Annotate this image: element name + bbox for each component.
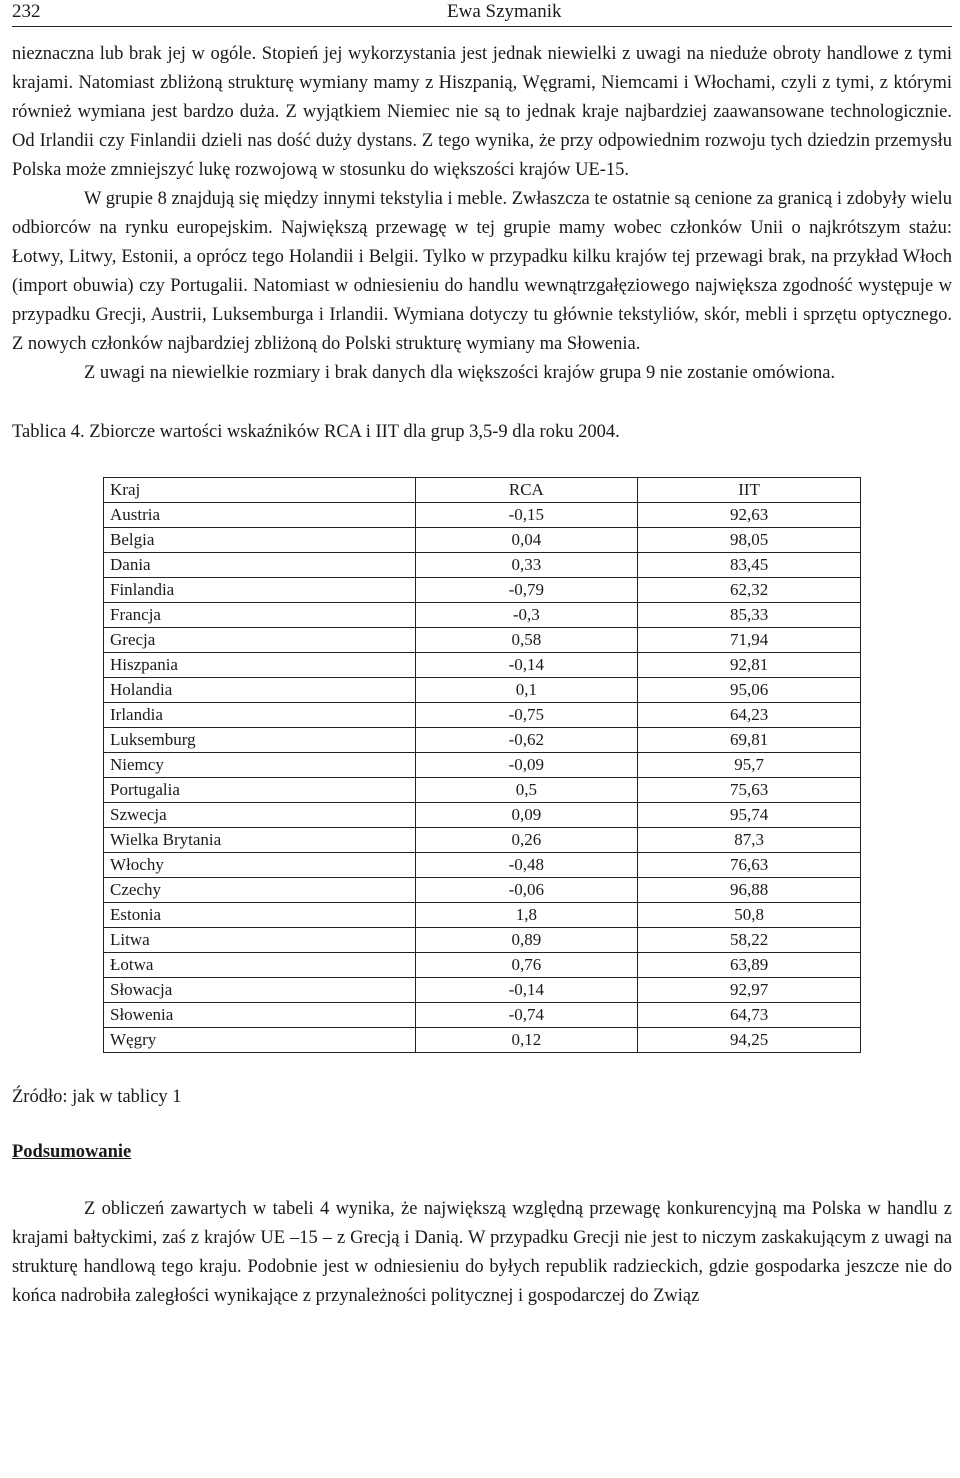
paragraph-3: Z uwagi na niewielkie rozmiary i brak danych dla większości krajów grupa 9 nie zostanie omówiona.	[84, 363, 836, 383]
cell-country: Luksemburg	[104, 728, 416, 753]
cell-iit: 75,63	[638, 778, 861, 803]
table-row	[104, 903, 861, 928]
cell-country: Grecja	[104, 628, 416, 653]
cell-country: Słowacja	[104, 978, 416, 1003]
cell-iit: 76,63	[638, 853, 861, 878]
summary-text	[12, 1195, 952, 1311]
cell-iit: 94,25	[638, 1028, 861, 1053]
cell-rca: 0,04	[415, 528, 638, 553]
section-heading: Podsumowanie	[12, 1142, 132, 1162]
cell-iit: 98,05	[638, 528, 861, 553]
cell-country: Czechy	[104, 878, 416, 903]
table-row	[104, 828, 861, 853]
cell-rca: -0,79	[415, 578, 638, 603]
table-row	[104, 653, 861, 678]
cell-rca: -0,15	[415, 503, 638, 528]
table-row	[104, 528, 861, 553]
table-caption: Tablica 4. Zbiorcze wartości wskaźników RCA i IIT dla grup 3,5-9 dla roku 2004.	[12, 422, 620, 442]
page-number: 232	[12, 1, 41, 22]
rca-iit-table	[103, 477, 861, 1053]
header-cell-rca: RCA	[415, 478, 638, 503]
cell-country: Estonia	[104, 903, 416, 928]
cell-iit: 63,89	[638, 953, 861, 978]
cell-country: Portugalia	[104, 778, 416, 803]
body-text	[12, 40, 952, 388]
table-header-row	[104, 478, 861, 503]
cell-rca: -0,09	[415, 753, 638, 778]
cell-iit: 95,06	[638, 678, 861, 703]
cell-iit: 95,74	[638, 803, 861, 828]
cell-iit: 69,81	[638, 728, 861, 753]
cell-rca: 0,1	[415, 678, 638, 703]
cell-country: Słowenia	[104, 1003, 416, 1028]
cell-rca: -0,06	[415, 878, 638, 903]
cell-country: Litwa	[104, 928, 416, 953]
cell-country: Hiszpania	[104, 653, 416, 678]
document-page	[12, 0, 952, 1311]
header-cell-iit: IIT	[638, 478, 861, 503]
running-author: Ewa Szymanik	[447, 1, 562, 22]
cell-iit: 96,88	[638, 878, 861, 903]
table-row	[104, 553, 861, 578]
cell-iit: 92,81	[638, 653, 861, 678]
cell-country: Włochy	[104, 853, 416, 878]
cell-rca: -0,3	[415, 603, 638, 628]
cell-country: Belgia	[104, 528, 416, 553]
cell-country: Węgry	[104, 1028, 416, 1053]
summary-paragraph: Z obliczeń zawartych w tabeli 4 wynika, że największą względną przewagę konkurencyjną ma Polska w handlu z krajami bałtyckimi, zaś z krajów UE –15 – z Grecją i Danią. W przypadku Grecji nie jest to niczym zaskakującym z uwagi na strukturę handlową tego kraju. Podobnie jest w odniesieniu do byłych republik radzieckich, gdzie gospodarka jeszcze nie do końca nadrobiła zaległości wynikające z przynależności politycznej i gospodarczej do Związ	[12, 1199, 952, 1306]
cell-country: Irlandia	[104, 703, 416, 728]
cell-iit: 71,94	[638, 628, 861, 653]
table-row	[104, 678, 861, 703]
header-cell-kraj: Kraj	[104, 478, 416, 503]
cell-country: Dania	[104, 553, 416, 578]
table-row	[104, 853, 861, 878]
cell-country: Wielka Brytania	[104, 828, 416, 853]
cell-iit: 95,7	[638, 753, 861, 778]
paragraph-1: nieznaczna lub brak jej w ogóle. Stopień jej wykorzystania jest jednak niewielki z uwagi na nieduże obroty handlowe z tymi krajami. Natomiast zbliżoną strukturę wymiany mamy z Hiszpanią, Węgrami, Niemcami i Włochami, czyli z tymi, z którymi również wymiana jest bardzo duża. Z wyjątkiem Niemiec nie są to jednak kraje najbardziej zaawansowane technologicznie. Od Irlandii czy Finlandii dzieli nas dość duży dystans. Z tego wynika, że przy odpowiednim rozwoju tych dziedzin przemysłu Polska może zmniejszyć lukę rozwojową w stosunku do większości krajów UE-15.	[12, 44, 952, 180]
table-body	[104, 478, 861, 1053]
cell-rca: -0,62	[415, 728, 638, 753]
cell-iit: 64,23	[638, 703, 861, 728]
table-row	[104, 753, 861, 778]
cell-iit: 92,63	[638, 503, 861, 528]
cell-rca: -0,74	[415, 1003, 638, 1028]
cell-rca: 0,89	[415, 928, 638, 953]
cell-iit: 92,97	[638, 978, 861, 1003]
cell-rca: -0,14	[415, 653, 638, 678]
table-source: Źródło: jak w tablicy 1	[12, 1087, 182, 1107]
cell-rca: 0,58	[415, 628, 638, 653]
cell-country: Austria	[104, 503, 416, 528]
cell-iit: 83,45	[638, 553, 861, 578]
cell-rca: -0,75	[415, 703, 638, 728]
cell-country: Łotwa	[104, 953, 416, 978]
table-row	[104, 978, 861, 1003]
table-row	[104, 928, 861, 953]
cell-rca: 0,12	[415, 1028, 638, 1053]
table-row	[104, 628, 861, 653]
cell-rca: 0,33	[415, 553, 638, 578]
table-row	[104, 728, 861, 753]
cell-iit: 87,3	[638, 828, 861, 853]
table-row	[104, 503, 861, 528]
table-row	[104, 778, 861, 803]
cell-iit: 85,33	[638, 603, 861, 628]
cell-rca: 0,5	[415, 778, 638, 803]
table-row	[104, 703, 861, 728]
cell-iit: 50,8	[638, 903, 861, 928]
cell-rca: 0,09	[415, 803, 638, 828]
cell-iit: 64,73	[638, 1003, 861, 1028]
cell-rca: 1,8	[415, 903, 638, 928]
table-row	[104, 878, 861, 903]
table-row	[104, 803, 861, 828]
running-header	[12, 0, 952, 27]
cell-country: Francja	[104, 603, 416, 628]
table-row	[104, 1003, 861, 1028]
cell-country: Szwecja	[104, 803, 416, 828]
cell-rca: -0,48	[415, 853, 638, 878]
cell-country: Niemcy	[104, 753, 416, 778]
table-row	[104, 953, 861, 978]
cell-rca: 0,76	[415, 953, 638, 978]
table-row	[104, 578, 861, 603]
cell-iit: 62,32	[638, 578, 861, 603]
cell-country: Finlandia	[104, 578, 416, 603]
table-row	[104, 603, 861, 628]
cell-rca: -0,14	[415, 978, 638, 1003]
cell-rca: 0,26	[415, 828, 638, 853]
cell-iit: 58,22	[638, 928, 861, 953]
cell-country: Holandia	[104, 678, 416, 703]
paragraph-2: W grupie 8 znajdują się między innymi tekstylia i meble. Zwłaszcza te ostatnie są cenione za granicą i zdobyły wielu odbiorców na rynku europejskim. Największą przewagę w tej grupie mamy wobec członków Unii o najkrótszym stażu: Łotwy, Litwy, Estonii, a oprócz tego Holandii i Belgii. Tylko w przypadku kilku krajów tej przewagi brak, na przykład Włoch (import obuwia) czy Portugalii. Natomiast w odniesieniu do handlu wewnątrzgałęziowego największa zgodność występuje w przypadku Grecji, Austrii, Luksemburga i Irlandii. Wymiana dotyczy tu głównie tekstyliów, skór, mebli i sprzętu optycznego. Z nowych członków najbardziej zbliżoną do Polski strukturę wymiany ma Słowenia.	[12, 189, 952, 354]
table-row	[104, 1028, 861, 1053]
